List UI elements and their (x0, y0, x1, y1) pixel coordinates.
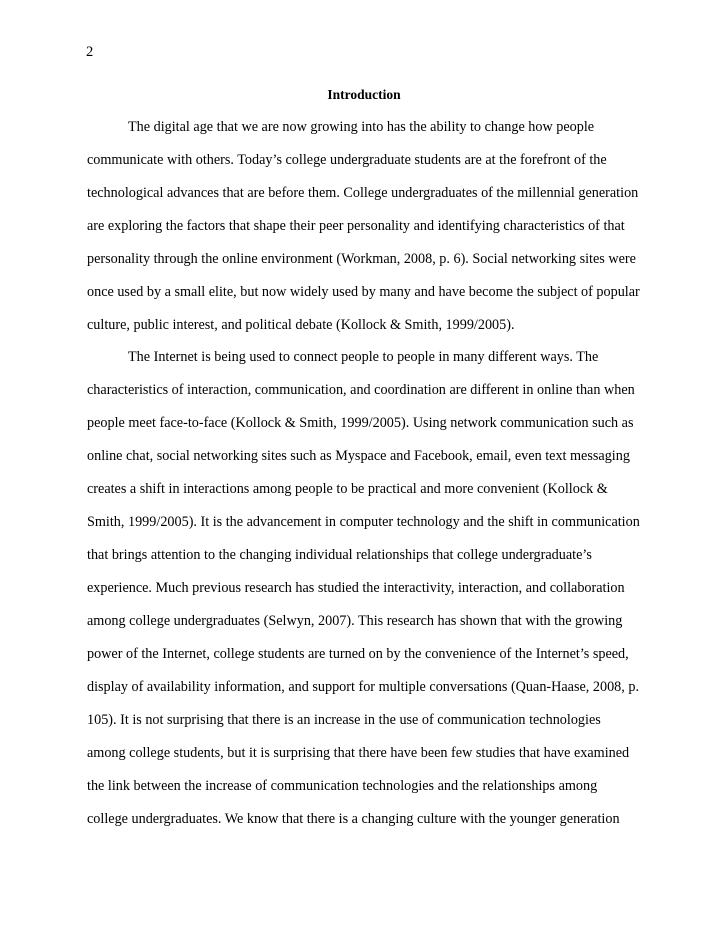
paragraph-line: 105). It is not surprising that there is an increase in the use of communication technologies (87, 712, 601, 728)
paragraph-line: are exploring the factors that shape their peer personality and identifying characteristics of that (87, 218, 625, 234)
paragraph-line: culture, public interest, and political debate (Kollock & Smith, 1999/2005). (87, 317, 515, 333)
paragraph-line: once used by a small elite, but now widely used by many and have become the subject of popular (87, 284, 640, 300)
paragraph-line: The Internet is being used to connect people to people in many different ways. The (128, 349, 599, 365)
paragraph-line: display of availability information, and support for multiple conversations (Quan-Haase, 2008, p. (87, 679, 640, 695)
paragraph-line: that brings attention to the changing individual relationships that college undergraduate’s (87, 547, 592, 563)
paragraph-line: communicate with others. Today’s college undergraduate students are at the forefront of the (87, 152, 607, 168)
paragraph-line: online chat, social networking sites such as Myspace and Facebook, email, even text messaging (87, 448, 630, 464)
paragraph-line: personality through the online environment (Workman, 2008, p. 6). Social networking sites were (87, 251, 636, 267)
paragraph-line: college undergraduates. We know that there is a changing culture with the younger generation (87, 811, 620, 827)
paragraph-line: people meet face-to-face (Kollock & Smith, 1999/2005). Using network communication such as (87, 415, 634, 431)
page-number: 2 (86, 44, 94, 60)
paragraph-line: characteristics of interaction, communication, and coordination are different in online than when (87, 382, 635, 398)
paragraph-line: among college undergraduates (Selwyn, 2007). This research has shown that with the growing (87, 613, 623, 629)
paragraph-line: the link between the increase of communication technologies and the relationships among (87, 778, 598, 794)
paragraph-line: creates a shift in interactions among people to be practical and more convenient (Kollock & (87, 481, 608, 497)
paragraph-line: Smith, 1999/2005). It is the advancement in computer technology and the shift in communication (87, 514, 640, 530)
paragraph-line: The digital age that we are now growing into has the ability to change how people (128, 119, 595, 135)
section-heading: Introduction (327, 87, 401, 102)
paragraph-line: experience. Much previous research has studied the interactivity, interaction, and collaboration (87, 580, 625, 596)
paragraph-line: among college students, but it is surprising that there have been few studies that have examined (87, 745, 630, 761)
paragraph-line: power of the Internet, college students are turned on by the convenience of the Internet’s speed, (87, 646, 629, 662)
paragraph-line: technological advances that are before them. College undergraduates of the millennial generation (87, 185, 639, 201)
